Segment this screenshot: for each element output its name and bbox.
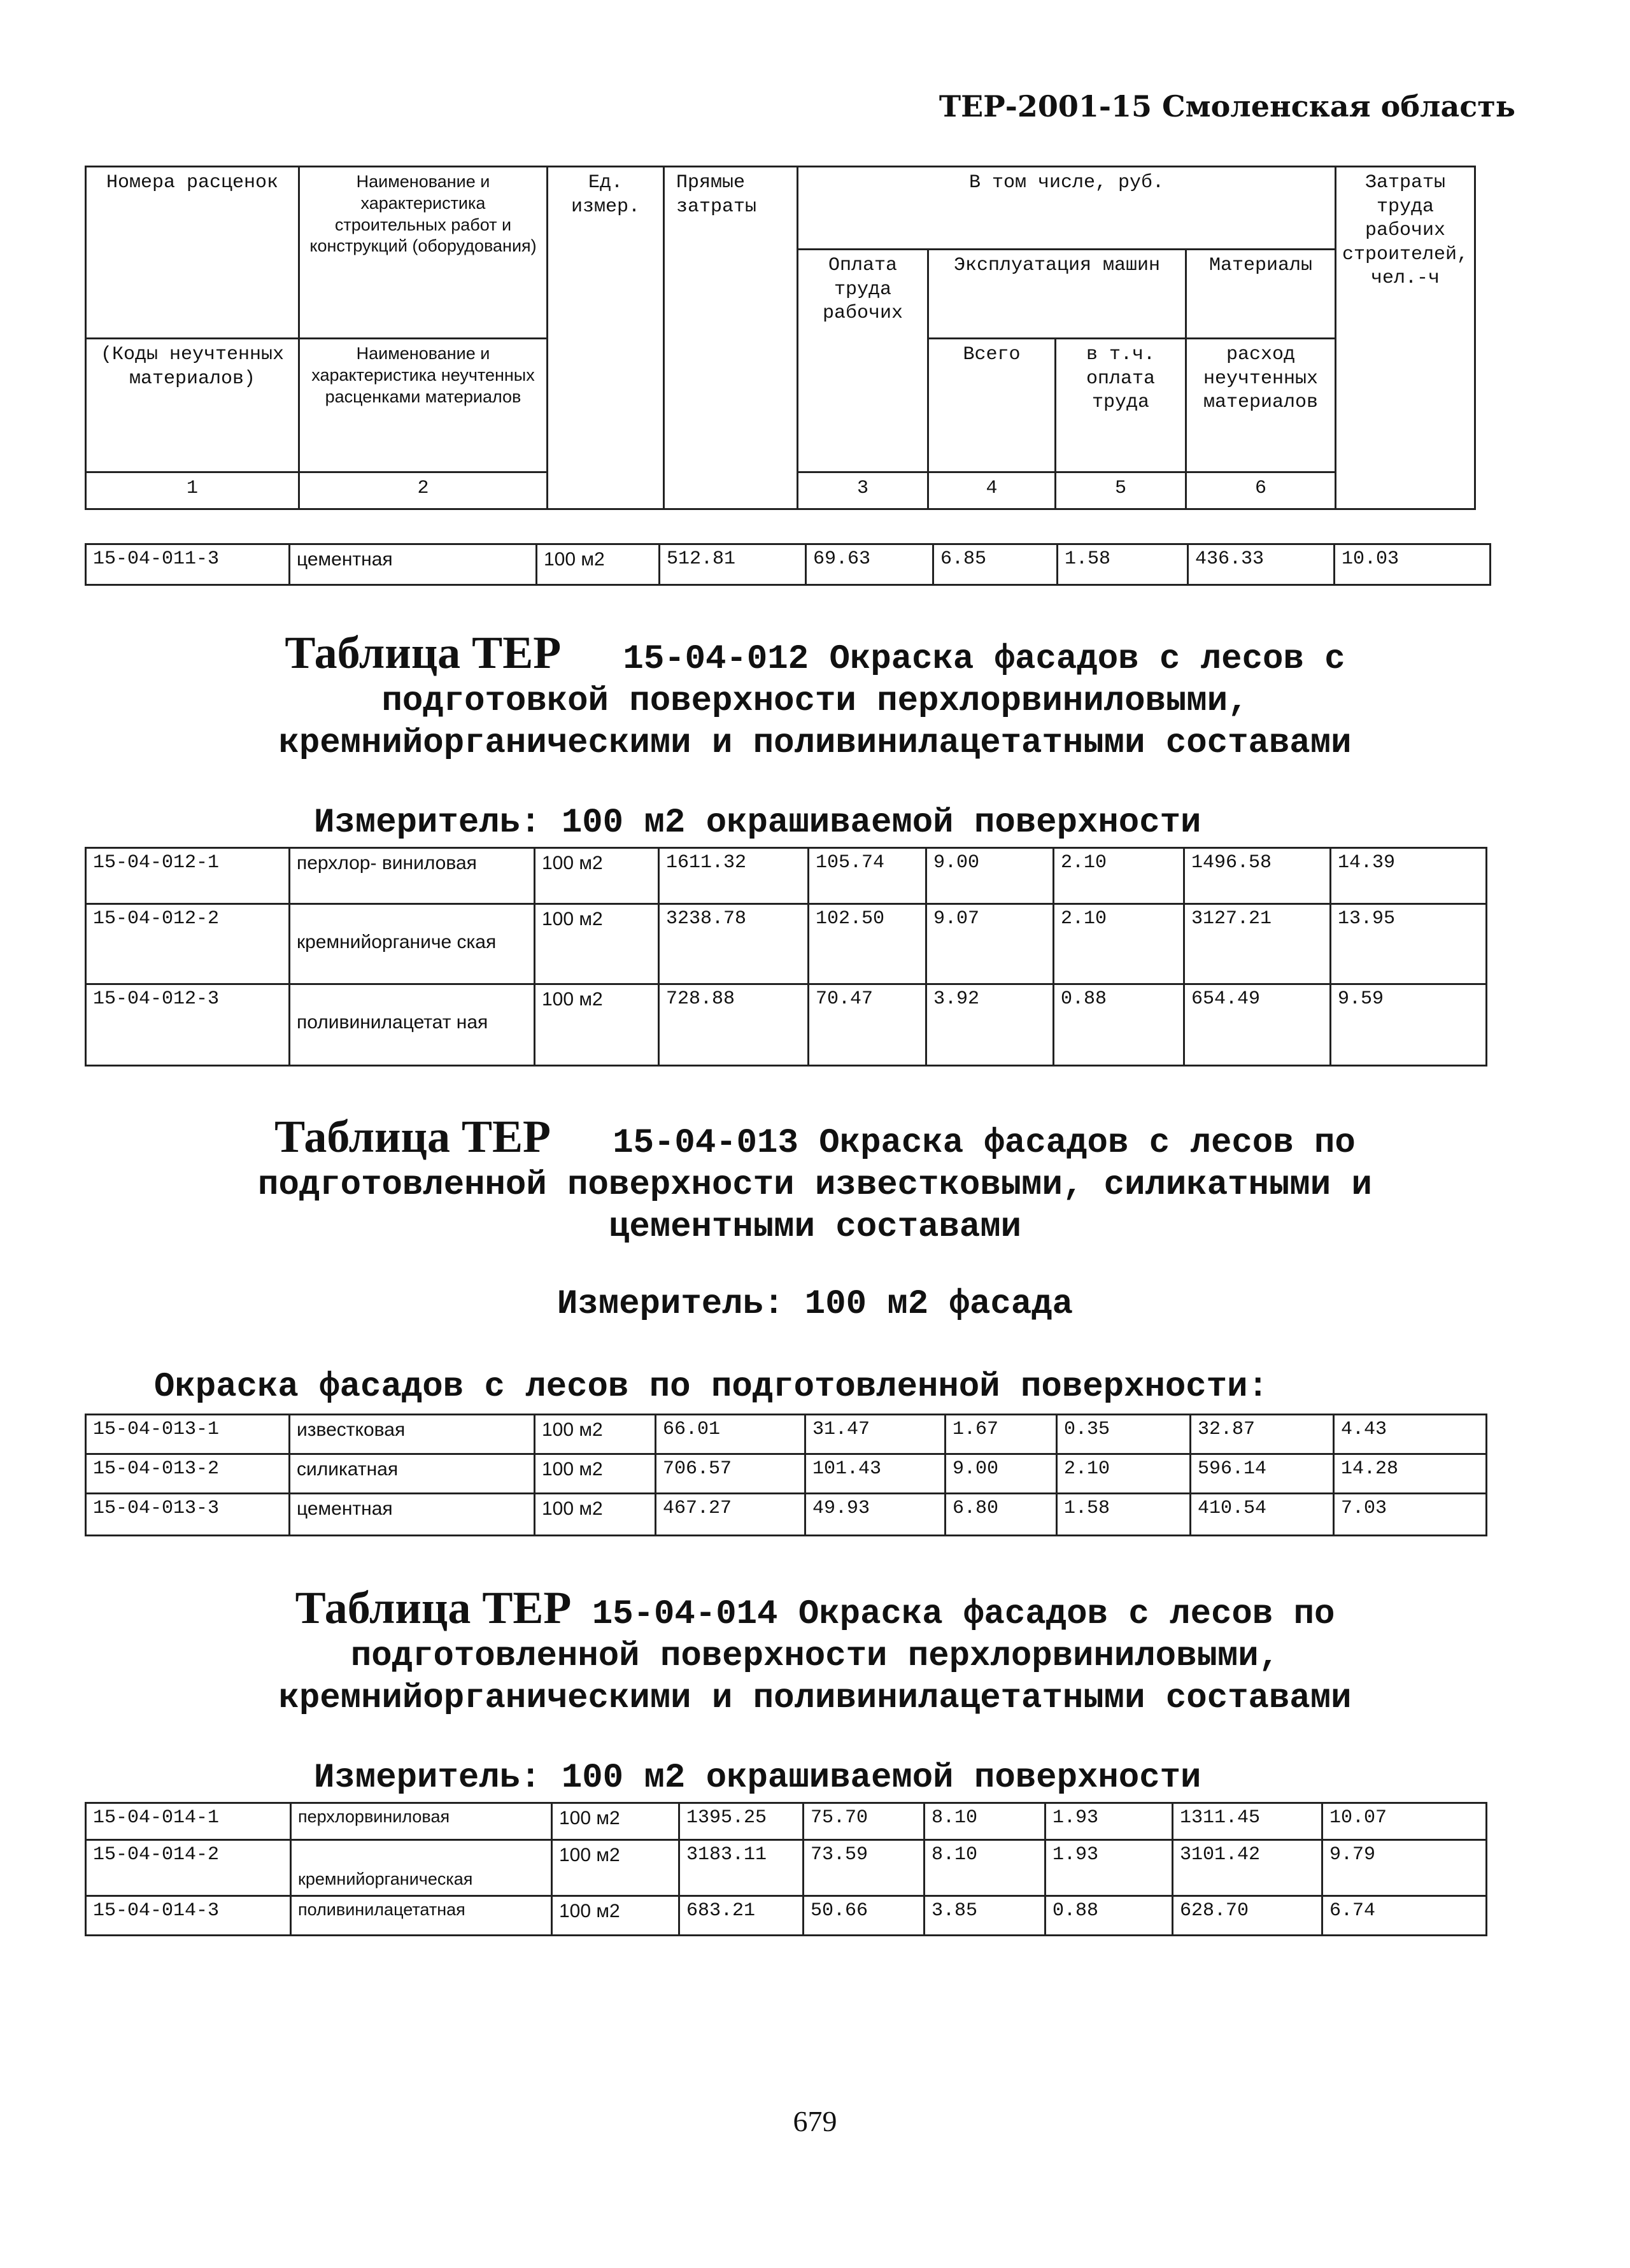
rate-materials: 436.33: [1188, 544, 1335, 585]
table-013: [85, 1414, 1487, 1536]
rate-labor: 9.79: [1322, 1840, 1487, 1896]
page-header-title: ТЕР-2001-15 Смоленская область: [939, 89, 1515, 124]
table-row: [86, 1415, 1487, 1454]
rate-direct: 467.27: [656, 1494, 805, 1536]
rate-machines-wage: 1.93: [1045, 1840, 1173, 1896]
table-row: [86, 1494, 1487, 1536]
rate-wage: 75.70: [804, 1803, 925, 1840]
rate-machines-wage: 0.35: [1057, 1415, 1191, 1454]
table-row: [86, 1803, 1487, 1840]
rate-labor: 10.07: [1322, 1803, 1487, 1840]
table-014: [85, 1802, 1487, 1936]
rate-code: 15-04-011-3: [86, 544, 290, 585]
col-num-6: 6: [1186, 472, 1336, 509]
rate-name: известковая: [290, 1415, 535, 1454]
rate-materials: 3101.42: [1173, 1840, 1322, 1896]
header-labor-hours: Затраты труда рабочих строителей, чел.-ч: [1336, 167, 1475, 509]
rate-labor: 4.43: [1334, 1415, 1487, 1454]
header-direct-costs: Прямые затраты: [664, 167, 798, 509]
header-unit: Ед. измер.: [548, 167, 664, 509]
table-013-line3: цементными составами: [608, 1208, 1022, 1247]
table-013-line2: подготовленной поверхности известковыми, силикатными и: [258, 1166, 1372, 1205]
rate-unit: 100 м2: [552, 1896, 679, 1936]
header-material-usage: расход неучтенных материалов: [1186, 339, 1336, 472]
rate-machines-wage: 0.88: [1054, 984, 1184, 1066]
rate-materials: 654.49: [1184, 984, 1331, 1066]
rate-direct: 3238.78: [659, 904, 809, 984]
col-num-1: 1: [86, 472, 299, 509]
rate-code: 15-04-013-2: [86, 1454, 290, 1494]
rate-code: 15-04-012-3: [86, 984, 290, 1066]
rate-name: поливинилацетат ная: [290, 984, 535, 1066]
rate-name: перхлорвиниловая: [291, 1803, 552, 1840]
rate-direct: 728.88: [659, 984, 809, 1066]
rate-machines-wage: 1.93: [1045, 1803, 1173, 1840]
rate-materials: 596.14: [1191, 1454, 1334, 1494]
rate-machines: 6.85: [933, 544, 1058, 585]
table-row: [86, 544, 1491, 585]
table-011-continuation: [85, 543, 1491, 586]
table-row: [86, 984, 1487, 1066]
rate-unit: 100 м2: [535, 984, 659, 1066]
rate-name: поливинилацетатная: [291, 1896, 552, 1936]
header-machines-wage: в т.ч. оплата труда: [1056, 339, 1186, 472]
table-014-line3: кремнийорганическими и поливинилацетатными составами: [278, 1679, 1352, 1718]
rate-wage: 31.47: [805, 1415, 946, 1454]
col-num-5: 5: [1056, 472, 1186, 509]
rate-labor: 10.03: [1335, 544, 1491, 585]
header-codes: Номера расценок: [86, 167, 299, 339]
rate-unit: 100 м2: [537, 544, 660, 585]
table-013-line1: 15-04-013 Окраска фасадов с лесов по: [613, 1124, 1356, 1163]
header-including: В том числе, руб.: [798, 167, 1336, 250]
rate-wage: 102.50: [809, 904, 926, 984]
rate-code: 15-04-014-3: [86, 1896, 291, 1936]
rate-labor: 13.95: [1331, 904, 1487, 984]
page-number: 679: [793, 2105, 837, 2137]
header-work-name: Наименование и характеристика строительных работ и конструкций (оборудования): [299, 167, 548, 339]
rate-machines-wage: 2.10: [1054, 904, 1184, 984]
rate-machines-wage: 1.58: [1057, 1494, 1191, 1536]
rate-name: цементная: [290, 544, 537, 585]
rate-materials: 410.54: [1191, 1494, 1334, 1536]
table-013-subtitle: Окраска фасадов с лесов по подготовленной поверхности:: [154, 1368, 1268, 1407]
rate-code: 15-04-014-2: [86, 1840, 291, 1896]
table-012-caption: [0, 627, 1630, 765]
table-row: [86, 1840, 1487, 1896]
table-012-label: Таблица ТЕР: [285, 627, 562, 678]
rate-machines-wage: 2.10: [1054, 848, 1184, 904]
rate-labor: 7.03: [1334, 1494, 1487, 1536]
table-row: [86, 1896, 1487, 1936]
table-012-line2: подготовкой поверхности перхлорвиниловыми,: [381, 682, 1249, 721]
rate-labor: 14.28: [1334, 1454, 1487, 1494]
rate-name: перхлор- виниловая: [290, 848, 535, 904]
table-013-measure: Измеритель: 100 м2 фасада: [556, 1285, 1074, 1324]
rate-unit: 100 м2: [535, 848, 659, 904]
column-header-table: [85, 166, 1476, 510]
rate-name: кремнийорганическая: [291, 1840, 552, 1896]
col-num-4: 4: [928, 472, 1056, 509]
rate-unit: 100 м2: [552, 1840, 679, 1896]
header-material-codes: (Коды неучтенных материалов): [86, 339, 299, 472]
rate-unit: 100 м2: [535, 1494, 656, 1536]
rate-wage: 70.47: [809, 984, 926, 1066]
table-014-caption: [0, 1582, 1630, 1720]
rate-unit: 100 м2: [552, 1803, 679, 1840]
table-row: [86, 1454, 1487, 1494]
rate-wage: 101.43: [805, 1454, 946, 1494]
rate-unit: 100 м2: [535, 904, 659, 984]
table-014-line1: 15-04-014 Окраска фасадов с лесов по: [592, 1595, 1335, 1634]
rate-labor: 9.59: [1331, 984, 1487, 1066]
rate-code: 15-04-013-3: [86, 1494, 290, 1536]
rate-labor: 14.39: [1331, 848, 1487, 904]
rate-direct: 3183.11: [679, 1840, 804, 1896]
rate-unit: 100 м2: [535, 1454, 656, 1494]
table-014-measure: Измеритель: 100 м2 окрашиваемой поверхности: [314, 1759, 1201, 1797]
rate-code: 15-04-013-1: [86, 1415, 290, 1454]
header-material-names: Наименование и характеристика неучтенных расценками материалов: [299, 339, 548, 472]
col-num-2: 2: [299, 472, 548, 509]
rate-direct: 66.01: [656, 1415, 805, 1454]
table-012-line3: кремнийорганическими и поливинилацетатными составами: [278, 724, 1352, 763]
rate-wage: 49.93: [805, 1494, 946, 1536]
rate-machines: 3.85: [925, 1896, 1045, 1936]
table-012: [85, 847, 1487, 1067]
rate-machines: 8.10: [925, 1803, 1045, 1840]
header-machines-total: Всего: [928, 339, 1056, 472]
rate-machines-wage: 1.58: [1058, 544, 1188, 585]
rate-materials: 32.87: [1191, 1415, 1334, 1454]
rate-machines-wage: 2.10: [1057, 1454, 1191, 1494]
rate-name: цементная: [290, 1494, 535, 1536]
header-machines: Эксплуатация машин: [928, 250, 1186, 339]
table-013-label: Таблица ТЕР: [274, 1111, 551, 1162]
rate-wage: 73.59: [804, 1840, 925, 1896]
header-materials: Материалы: [1186, 250, 1336, 339]
table-014-line2: подготовленной поверхности перхлорвиниловыми,: [350, 1637, 1280, 1676]
rate-machines: 9.00: [946, 1454, 1057, 1494]
col-num-3: 3: [798, 472, 928, 509]
rate-materials: 628.70: [1173, 1896, 1322, 1936]
rate-name: кремнийорганиче ская: [290, 904, 535, 984]
rate-code: 15-04-012-1: [86, 848, 290, 904]
rate-name: силикатная: [290, 1454, 535, 1494]
table-014-label: Таблица ТЕР: [295, 1582, 572, 1633]
rate-materials: 1311.45: [1173, 1803, 1322, 1840]
table-row: [86, 904, 1487, 984]
rate-machines: 1.67: [946, 1415, 1057, 1454]
rate-code: 15-04-014-1: [86, 1803, 291, 1840]
header-wage: Оплата труда рабочих: [798, 250, 928, 472]
rate-machines-wage: 0.88: [1045, 1896, 1173, 1936]
rate-direct: 683.21: [679, 1896, 804, 1936]
rate-wage: 105.74: [809, 848, 926, 904]
table-012-line1: 15-04-012 Окраска фасадов с лесов с: [623, 640, 1345, 679]
rate-machines: 6.80: [946, 1494, 1057, 1536]
rate-machines: 9.00: [926, 848, 1054, 904]
rate-direct: 512.81: [660, 544, 806, 585]
rate-direct: 1395.25: [679, 1803, 804, 1840]
table-row: [86, 848, 1487, 904]
table-012-measure: Измеритель: 100 м2 окрашиваемой поверхности: [314, 804, 1201, 842]
rate-labor: 6.74: [1322, 1896, 1487, 1936]
rate-wage: 50.66: [804, 1896, 925, 1936]
rate-machines: 8.10: [925, 1840, 1045, 1896]
table-013-caption: [0, 1111, 1630, 1249]
rate-materials: 3127.21: [1184, 904, 1331, 984]
rate-machines: 9.07: [926, 904, 1054, 984]
rate-direct: 1611.32: [659, 848, 809, 904]
rate-materials: 1496.58: [1184, 848, 1331, 904]
rate-direct: 706.57: [656, 1454, 805, 1494]
rate-machines: 3.92: [926, 984, 1054, 1066]
rate-code: 15-04-012-2: [86, 904, 290, 984]
rate-wage: 69.63: [806, 544, 933, 585]
rate-unit: 100 м2: [535, 1415, 656, 1454]
